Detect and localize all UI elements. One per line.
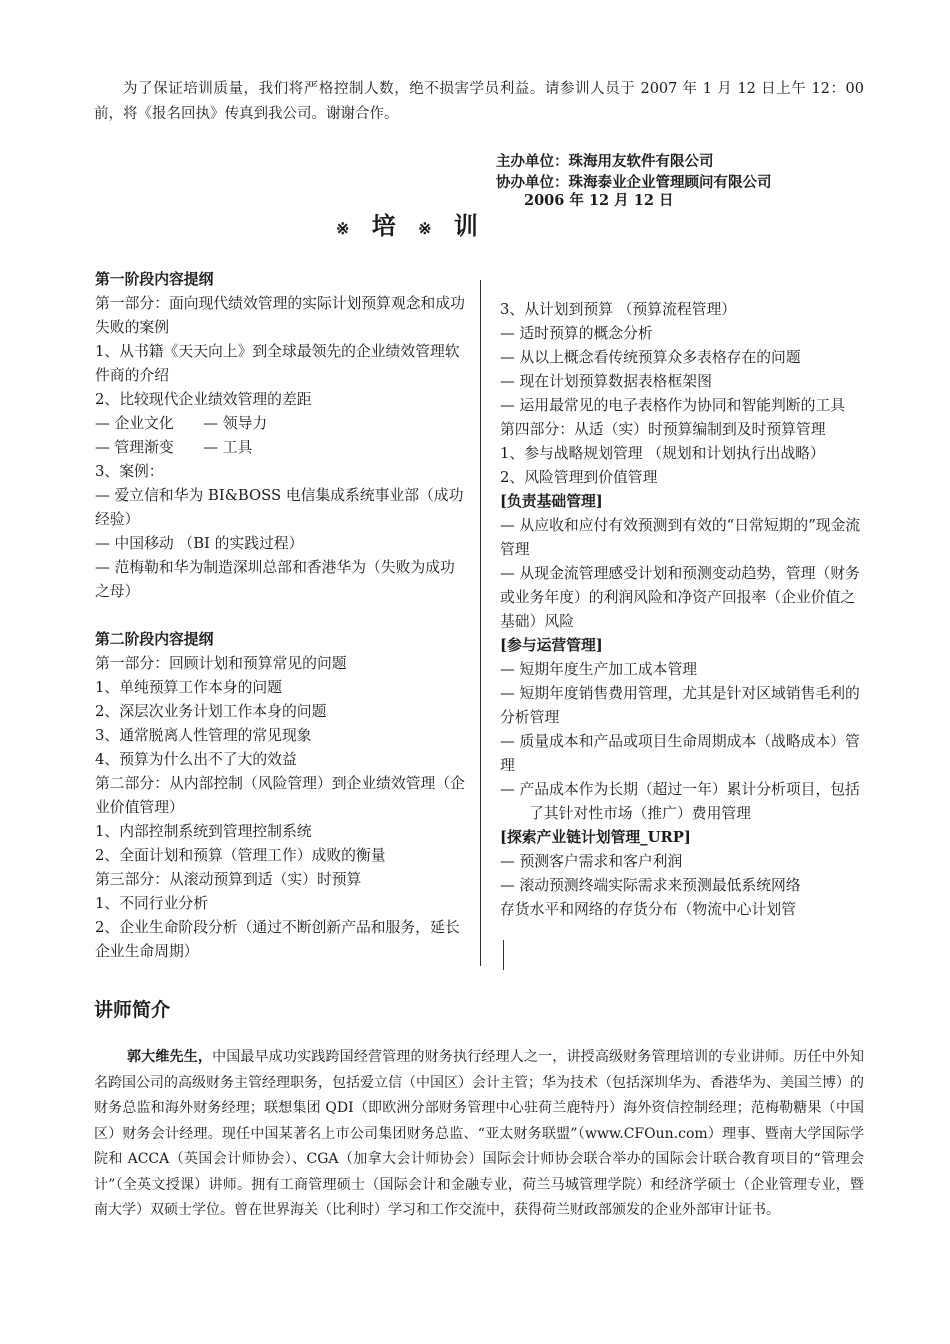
outline-line: 2、比较现代企业绩效管理的差距 — [95, 391, 312, 408]
outline-line: — 从现金流管理感受计划和预测变动趋势，管理（财务或业务年度）的利润风险和净资产回报率（企业价值之基础）风险 — [500, 565, 860, 630]
outline-line: — 管理渐变 — 工具 — [95, 439, 253, 456]
instructor-bio — [94, 1045, 864, 1224]
outline-line: 存货水平和网络的存货分布（物流中心计划管 — [500, 901, 796, 918]
outline-line: — 滚动预测终端实际需求来预测最低系统网络 — [500, 877, 801, 894]
instructor-bio-text: 中国最早成功实践跨国经营管理的财务执行经理人之一，讲授高级财务管理培训的专业讲师。历任中外知名跨国公司的高级财务主管经理职务，包括爱立信（中国区）会计主管；华为技术（包括深圳华为、香港华为、美国兰博）的财务总监和海外财务经理；联想集团 QDI（即欧洲分部财务管理中心驻荷兰鹿特丹）海外资信控制经理；范梅勒糖果（中国区）财务会计经理。现任中国某著名上市公司集团财务总监、“亚太财务联盟”（www.CFOun.com）理事、暨南大学国际学院和 ACCA（英国会计师协会）、CGA（加拿大会计师协会）国际会计师协会联合举办的国际会计联合教育项目的“管理会计”（全英文授课）讲师。拥有工商管理硕士（国际会计和金融专业，荷兰马城管理学院）和经济学硕士（企业管理专业，暨南大学）双硕士学位。曾在世界海关（比利时）学习和工作交流中，获得荷兰财政部颁发的企业外部审计证书。 — [94, 1049, 865, 1218]
outline-line: 2、企业生命阶段分析（通过不断创新产品和服务，延长企业生命周期） — [95, 919, 460, 960]
co-organizer: 协办单位：珠海泰业企业管理顾问有限公司 — [496, 174, 772, 191]
outline-heading: [探索产业链计划管理_URP] — [500, 829, 691, 846]
outline-line: — 质量成本和产品或项目生命周期成本（战略成本）管理 — [500, 733, 860, 774]
outline-line: 4、预算为什么出不了大的效益 — [95, 751, 297, 768]
outline-heading: 第一阶段内容提纲 — [95, 271, 214, 288]
outline-line: — 产品成本作为长期（超过一年）累计分析项目，包括了其针对性市场（推广）费用管理 — [500, 781, 860, 822]
outline-left-column — [95, 268, 467, 968]
column-divider — [480, 280, 481, 966]
banner-word-1: 培 — [371, 211, 398, 240]
notice-date: 2006 年 12 月 12 日 — [524, 192, 674, 209]
outline-line: 第二部分：从内部控制（风险管理）到企业绩效管理（企业价值管理） — [95, 775, 465, 816]
outline-spacer — [95, 604, 467, 628]
host-organizer: 主办单位：珠海用友软件有限公司 — [496, 153, 714, 170]
outline-line: 2、风险管理到价值管理 — [500, 469, 658, 486]
outline-line: 第四部分：从适（实）时预算编制到及时预算管理 — [500, 421, 826, 438]
registration-notice: 为了保证培训质量，我们将严格控制人数，绝不损害学员利益。请参训人员于 2007 年 1 月 12 日上午 12：00 前，将《报名回执》传真到我公司。谢谢合作。 — [94, 81, 864, 122]
outline-line: 1、单纯预算工作本身的问题 — [95, 679, 282, 696]
outline-line: — 运用最常见的电子表格作为协同和智能判断的工具 — [500, 397, 846, 414]
outline-line: — 从以上概念看传统预算众多表格存在的问题 — [500, 349, 801, 366]
outline-line: — 适时预算的概念分析 — [500, 325, 653, 342]
outline-line: 第一部分：面向现代绩效管理的实际计划预算观念和成功失败的案例 — [95, 295, 465, 336]
outline-line: — 现在计划预算数据表格框架图 — [500, 373, 712, 390]
outline-line: — 短期年度生产加工成本管理 — [500, 661, 698, 678]
outline-line: 1、从书籍《天天向上》到全球最领先的企业绩效管理软件商的介绍 — [95, 343, 460, 384]
outline-line: — 爱立信和华为 BI&BOSS 电信集成系统事业部（成功经验） — [95, 487, 464, 528]
training-banner — [326, 206, 480, 246]
outline-line: — 企业文化 — 领导力 — [95, 415, 268, 432]
column-divider-lower — [503, 940, 504, 970]
reference-mark-icon: ※ — [336, 219, 352, 238]
outline-line: 3、案例： — [95, 463, 164, 480]
outline-line: — 从应收和应付有效预测到有效的“日常短期的”现金流管理 — [500, 517, 861, 558]
instructor-section-title: 讲师简介 — [94, 999, 171, 1021]
outline-line: 第一部分：回顾计划和预算常见的问题 — [95, 655, 347, 672]
outline-heading: 第二阶段内容提纲 — [95, 631, 214, 648]
outline-line: 3、从计划到预算 （预算流程管理） — [500, 301, 737, 318]
outline-line: — 中国移动 （BI 的实践过程） — [95, 535, 304, 552]
outline-heading: [参与运营管理] — [500, 637, 603, 654]
reference-mark-icon: ※ — [418, 219, 434, 238]
outline-line: — 短期年度销售费用管理，尤其是针对区域销售毛利的分析管理 — [500, 685, 860, 726]
outline-line: — 预测客户需求和客户利润 — [500, 853, 683, 870]
outline-line: 2、深层次业务计划工作本身的问题 — [95, 703, 327, 720]
outline-line: — 范梅勒和华为制造深圳总部和香港华为（失败为成功之母） — [95, 559, 455, 600]
outline-line: 2、全面计划和预算（管理工作）成败的衡量 — [95, 847, 386, 864]
outline-line: 3、通常脱离人性管理的常见现象 — [95, 727, 312, 744]
outline-right-column — [500, 298, 865, 986]
banner-word-2: 训 — [453, 211, 480, 240]
outline-line: 第三部分：从滚动预算到适（实）时预算 — [95, 871, 362, 888]
instructor-name: 郭大维先生， — [127, 1049, 213, 1065]
outline-heading: [负责基础管理] — [500, 493, 603, 510]
outline-line: 1、不同行业分析 — [95, 895, 208, 912]
outline-line: 1、内部控制系统到管理控制系统 — [95, 823, 312, 840]
outline-line: 1、参与战略规划管理 （规划和计划执行出战略） — [500, 445, 825, 462]
